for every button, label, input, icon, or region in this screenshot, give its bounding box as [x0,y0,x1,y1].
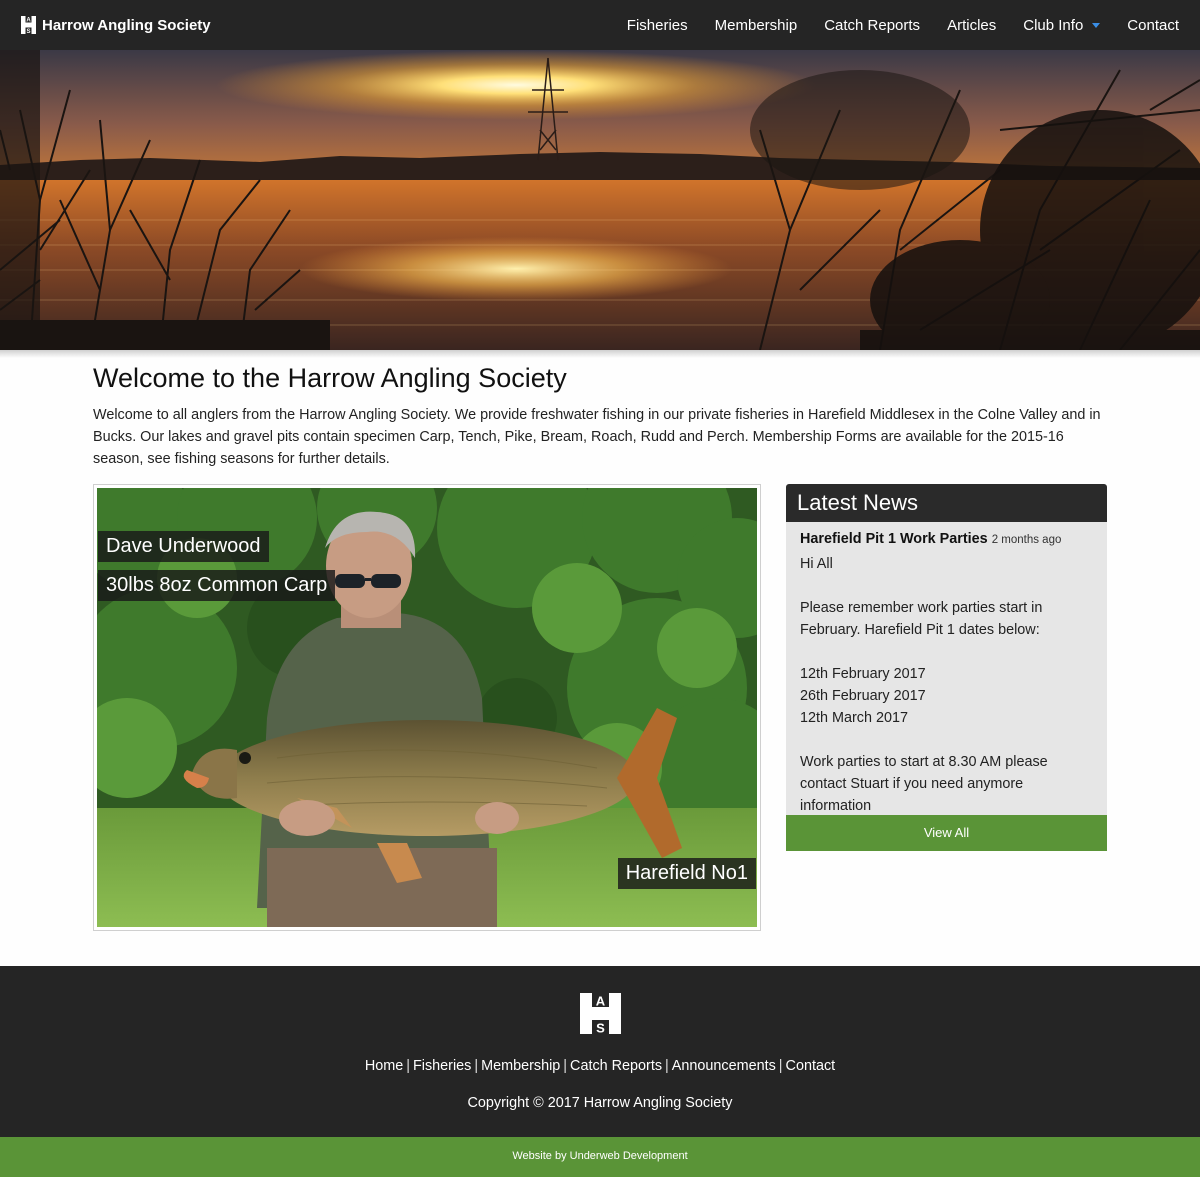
top-navbar [0,0,1200,50]
nav-catch-reports[interactable]: Catch Reports [824,16,921,34]
logo-letter-a: A [595,993,606,1009]
catch-photo[interactable] [97,488,757,927]
water-name-caption: Harefield No1 [618,858,756,889]
news-title-line [800,530,1093,549]
angler-name-caption: Dave Underwood [98,531,269,562]
brand-name: Harrow Angling Society [42,16,211,34]
society-logo-icon [21,16,36,34]
separator: | [778,1058,783,1074]
hero-banner [0,50,1200,350]
news-heading: Latest News [786,484,1107,522]
view-all-news-button[interactable]: View All [786,815,1107,851]
dropdown-caret-icon [1092,23,1100,28]
news-line: Please remember work parties start in February. Harefield Pit 1 dates below: [800,600,1043,638]
society-logo-icon [580,993,621,1034]
footer-link-contact[interactable]: Contact [785,1058,836,1074]
nav-fisheries[interactable]: Fisheries [626,16,688,34]
nav-club-info-label: Club Info [1023,16,1084,34]
nav-membership[interactable]: Membership [714,16,798,34]
nav-club-info[interactable] [1023,17,1100,34]
separator: | [563,1058,568,1074]
news-line: Work parties to start at 8.30 AM please contact Stuart if you need anymore information [800,754,1048,814]
logo-letter-s: S [596,1020,605,1034]
footer [0,966,1200,1137]
news-item-time: 2 months ago [991,534,1062,546]
footer-links [0,1058,1200,1074]
footer-link-announcements[interactable]: Announcements [671,1058,776,1074]
main-nav [627,0,1179,50]
catch-weight-caption: 30lbs 8oz Common Carp [98,570,335,601]
news-line: 26th February 2017 [800,688,926,704]
separator: | [406,1058,410,1074]
logo-letter-s: S [26,29,31,34]
news-line [800,729,1093,751]
catch-photo-frame [93,484,761,931]
latest-news-panel [786,484,1107,851]
footer-link-home[interactable]: Home [364,1058,404,1074]
separator: | [665,1058,669,1074]
sunset-lake-image [0,50,1200,350]
footer-link-membership[interactable]: Membership [481,1058,561,1074]
news-line: Hi All [800,556,833,572]
footer-link-fisheries[interactable]: Fisheries [412,1058,472,1074]
intro-paragraph: Welcome to all anglers from the Harrow Angling Society. We provide freshwater fishing in our private fisheries in Harefield Middlesex in the Colne Valley and in Bucks. Our lakes and gravel pits contain specimen Carp, Tench, Pike, Bream, Roach, Rudd and Perch. Membership Forms are available for the 2015-16 season, see fishing seasons for further details. [93,407,1101,467]
copyright-text: Copyright © 2017 Harrow Angling Society [467,1095,733,1111]
page-title: Welcome to the Harrow Angling Society [93,363,567,393]
news-item-title[interactable]: Harefield Pit 1 Work Parties [800,531,988,547]
hero-shadow [0,350,1200,358]
nav-articles[interactable]: Articles [947,16,997,34]
brand-link[interactable] [21,15,211,35]
developer-credit-link[interactable]: Website by Underweb Development [512,1150,688,1162]
credit-bar [0,1137,1200,1177]
nav-contact[interactable]: Contact [1127,16,1179,34]
logo-letter-a: A [26,17,31,24]
separator: | [474,1058,479,1074]
news-line [800,575,1093,597]
footer-link-catch-reports[interactable]: Catch Reports [570,1058,663,1074]
news-line [800,641,1093,663]
news-line: 12th March 2017 [800,710,909,726]
news-item [786,522,1107,815]
news-line: 12th February 2017 [800,666,926,682]
